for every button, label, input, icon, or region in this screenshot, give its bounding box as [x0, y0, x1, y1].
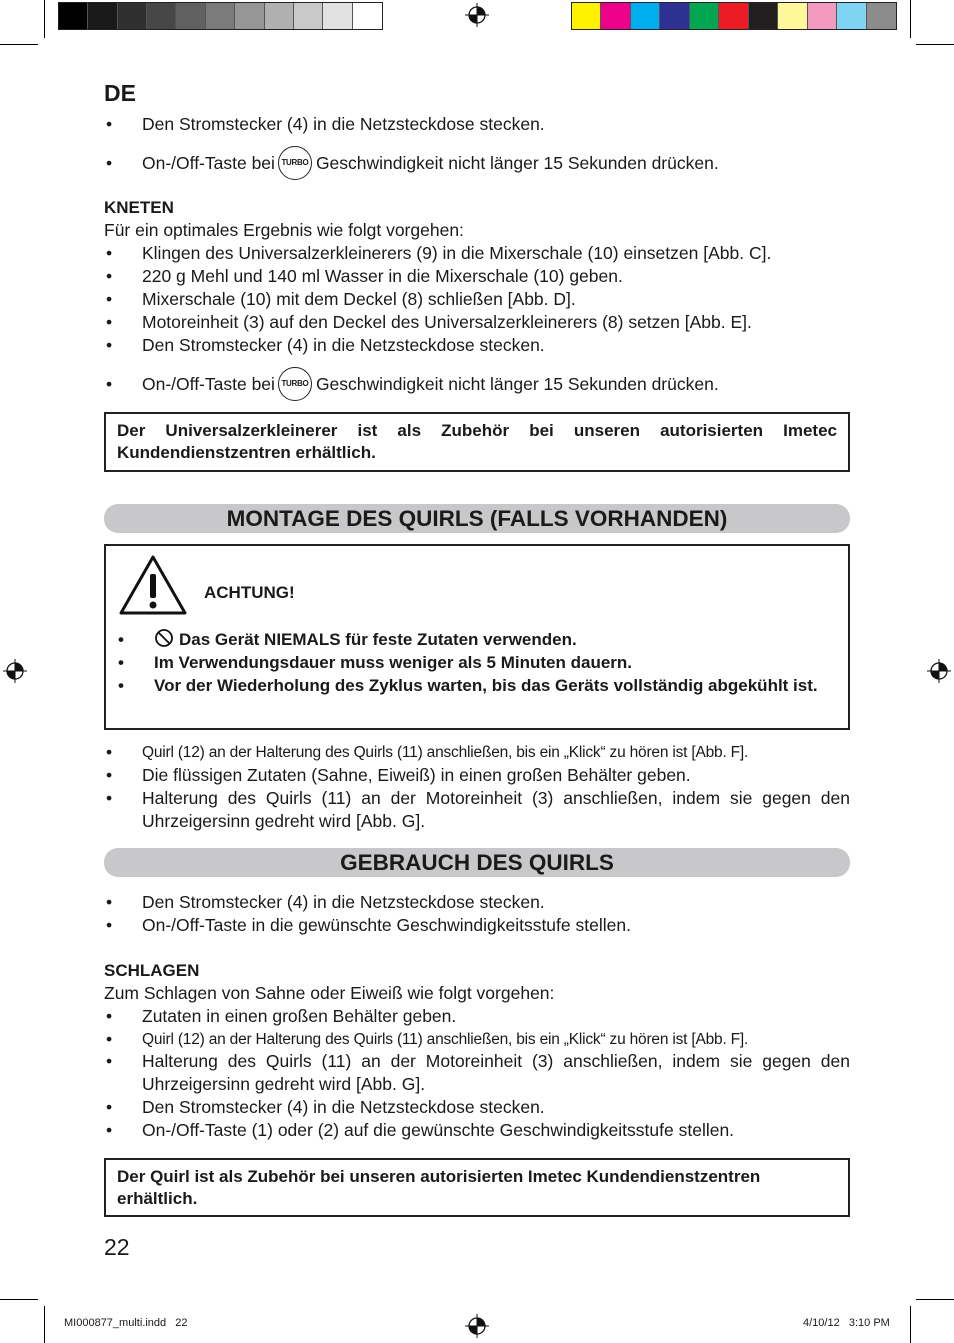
- color-swatch: [631, 3, 660, 29]
- color-swatch: [808, 3, 837, 29]
- color-swatch: [867, 3, 896, 29]
- bullet-dot: •: [106, 1029, 113, 1049]
- warning-item-text: [154, 628, 842, 651]
- crop-mark-top-right-h: [916, 44, 954, 45]
- bullet-dot: •: [118, 676, 124, 695]
- color-swatch: [719, 3, 748, 29]
- registration-mark-right-icon: [927, 659, 951, 683]
- color-swatch: [601, 3, 630, 29]
- kneten-heading: KNETEN: [104, 198, 174, 217]
- process-color-bar: [571, 2, 897, 30]
- bullet-dot: •: [118, 630, 124, 649]
- registration-mark-left-icon: [3, 659, 27, 683]
- warning-box: [104, 544, 850, 730]
- prohibited-icon: [154, 628, 174, 648]
- color-swatch: [59, 3, 88, 29]
- color-swatch: [118, 3, 147, 29]
- warning-title: ACHTUNG!: [204, 583, 295, 602]
- turbo-button-icon: TURBO: [278, 146, 312, 180]
- turbo-button-icon: TURBO: [278, 367, 312, 401]
- quirl-accessory-note-box: [104, 1158, 850, 1217]
- footer-file-info: MI000877_multi.indd 22: [64, 1317, 188, 1329]
- bullet-dot: •: [106, 1006, 113, 1026]
- bullet-dot: •: [106, 892, 113, 912]
- section-title-montage: MONTAGE DES QUIRLS (FALLS VORHANDEN): [104, 504, 850, 533]
- crop-mark-top-left-v: [44, 0, 45, 38]
- list-item-text: Den Stromstecker (4) in die Netzsteckdose stecken.: [142, 892, 545, 912]
- list-item-text: On-/Off-Taste (1) oder (2) auf die gewünschte Geschwindigkeitsstufe stellen.: [142, 1120, 735, 1140]
- quirl-accessory-note-text: Der Quirl ist als Zubehör bei unseren autorisierten Imetec Kundendienstzentren erhältlich.: [117, 1167, 761, 1208]
- color-swatch: [778, 3, 807, 29]
- page-number: 22: [104, 1234, 130, 1260]
- color-swatch: [265, 3, 294, 29]
- bullet-dot: •: [106, 374, 113, 394]
- color-swatch: [176, 3, 205, 29]
- color-swatch: [323, 3, 352, 29]
- color-swatch: [660, 3, 689, 29]
- color-swatch: [749, 3, 778, 29]
- color-swatch: [206, 3, 235, 29]
- turbo-instruction-prefix: On-/Off-Taste bei: [142, 374, 275, 394]
- list-item-text: Halterung des Quirls (11) an der Motoreinheit (3) anschließen, indem sie gegen den Uhrzeigersinn gedreht wird [Abb. G].: [142, 1051, 850, 1094]
- list-item-text: On-/Off-Taste in die gewünschte Geschwindigkeitsstufe stellen.: [142, 915, 631, 935]
- section-title-gebrauch: GEBRAUCH DES QUIRLS: [104, 848, 850, 877]
- bullet-dot: •: [106, 765, 113, 785]
- color-swatch: [147, 3, 176, 29]
- crop-mark-bottom-left-v: [44, 1306, 45, 1343]
- list-item-text: 220 g Mehl und 140 ml Wasser in die Mixerschale (10) geben.: [142, 266, 623, 286]
- color-swatch: [572, 3, 601, 29]
- crop-mark-top-right-v: [910, 0, 911, 38]
- color-swatch: [837, 3, 866, 29]
- list-item-text: Die flüssigen Zutaten (Sahne, Eiweiß) in einen großen Behälter geben.: [142, 765, 691, 785]
- bullet-dot: •: [106, 915, 113, 935]
- list-item-text: Klingen des Universalzerkleinerers (9) in die Mixerschale (10) einsetzen [Abb. C].: [142, 243, 772, 263]
- bullet-dot: •: [106, 114, 113, 134]
- list-item-text: Den Stromstecker (4) in die Netzsteckdose stecken.: [142, 335, 545, 355]
- color-swatch: [294, 3, 323, 29]
- warning-text: Das Gerät NIEMALS für feste Zutaten verwenden.: [179, 630, 577, 649]
- registration-mark-top-icon: [465, 3, 489, 27]
- bullet-dot: •: [106, 243, 113, 263]
- color-swatch: [235, 3, 264, 29]
- crop-mark-bottom-right-h: [916, 1299, 954, 1300]
- schlagen-intro: Zum Schlagen von Sahne oder Eiweiß wie folgt vorgehen:: [104, 983, 555, 1003]
- color-swatch: [353, 3, 382, 29]
- bullet-dot: •: [106, 788, 113, 808]
- list-item-text: Den Stromstecker (4) in die Netzsteckdose stecken.: [142, 114, 545, 134]
- turbo-instruction-suffix: Geschwindigkeit nicht länger 15 Sekunden drücken.: [315, 153, 719, 173]
- list-item-text: Motoreinheit (3) auf den Deckel des Universalzerkleinerers (8) setzen [Abb. E].: [142, 312, 752, 332]
- list-item-text: [142, 152, 850, 175]
- bullet-dot: •: [106, 742, 113, 762]
- crop-mark-bottom-right-v: [910, 1306, 911, 1343]
- list-item-text: Halterung des Quirls (11) an der Motoreinheit (3) anschließen, indem sie gegen den Uhrzeigersinn gedreht wird [Abb. G].: [142, 788, 850, 831]
- list-item-text: [142, 373, 850, 396]
- list-item-text: Quirl (12) an der Halterung des Quirls (11) anschließen, bis ein „Klick“ zu hören ist [Abb. F].: [142, 1031, 749, 1048]
- color-swatch: [690, 3, 719, 29]
- warning-triangle-icon: [118, 554, 188, 616]
- footer-date: 4/10/12 3:10 PM: [803, 1317, 890, 1329]
- bullet-dot: •: [106, 1120, 113, 1140]
- accessory-note-box: [104, 412, 850, 472]
- warning-item-text: Im Verwendungsdauer muss weniger als 5 Minuten dauern.: [154, 653, 633, 672]
- bullet-dot: •: [106, 153, 113, 173]
- warning-item-text: Vor der Wiederholung des Zyklus warten, bis das Geräts vollständig abgekühlt ist.: [154, 676, 818, 695]
- registration-mark-bottom-icon: [465, 1314, 489, 1338]
- kneten-intro: Für ein optimales Ergebnis wie folgt vorgehen:: [104, 220, 464, 240]
- bullet-dot: •: [106, 1051, 113, 1071]
- schlagen-heading: SCHLAGEN: [104, 961, 200, 980]
- grayscale-color-bar: [58, 2, 383, 30]
- bullet-dot: •: [106, 312, 113, 332]
- bullet-dot: •: [106, 289, 113, 309]
- crop-mark-bottom-left-h: [0, 1299, 38, 1300]
- list-item-text: Mixerschale (10) mit dem Deckel (8) schließen [Abb. D].: [142, 289, 576, 309]
- list-item-text: Quirl (12) an der Halterung des Quirls (11) anschließen, bis ein „Klick“ zu hören ist [Abb. F].: [142, 744, 749, 761]
- turbo-instruction-prefix: On-/Off-Taste bei: [142, 153, 275, 173]
- turbo-instruction-suffix: Geschwindigkeit nicht länger 15 Sekunden drücken.: [315, 374, 719, 394]
- accessory-note-text: Der Universalzerkleinerer ist als Zubehör bei unseren autorisierten Imetec Kundendienstzentren erhältlich.: [117, 421, 837, 462]
- list-item-text: Den Stromstecker (4) in die Netzsteckdose stecken.: [142, 1097, 545, 1117]
- bullet-dot: •: [118, 653, 124, 672]
- list-item-text: Zutaten in einen großen Behälter geben.: [142, 1006, 457, 1026]
- bullet-dot: •: [106, 335, 113, 355]
- bullet-dot: •: [106, 1097, 113, 1117]
- color-swatch: [88, 3, 117, 29]
- language-code: DE: [104, 80, 136, 106]
- crop-mark-top-left-h: [0, 44, 38, 45]
- bullet-dot: •: [106, 266, 113, 286]
